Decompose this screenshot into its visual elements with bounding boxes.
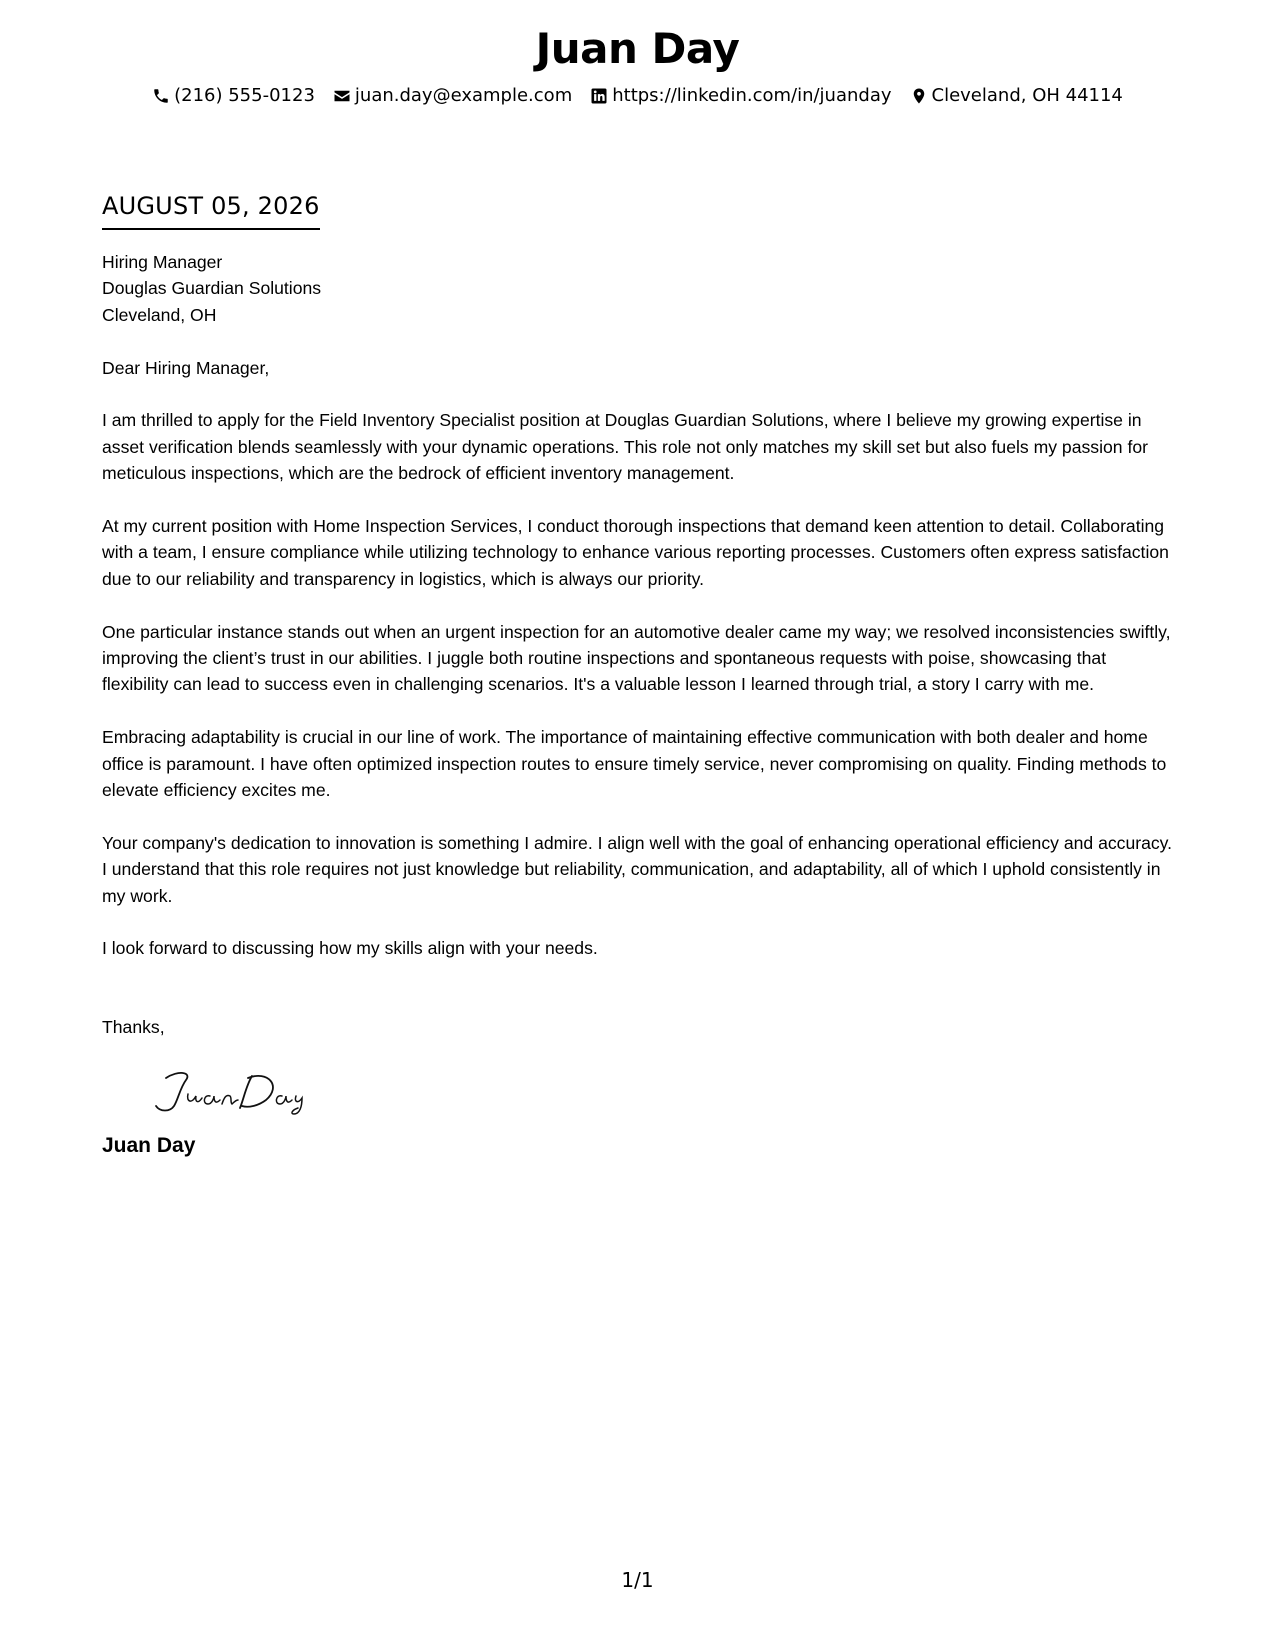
contact-phone [152,84,315,108]
letter-header [0,22,1275,108]
contact-email [333,84,572,108]
letter-body [102,249,1177,1160]
map-pin-icon [910,87,928,105]
body-paragraph: At my current position with Home Inspection Services, I conduct thorough inspections that demand keen attention to detail. Collaborating with a team, I ensure compliance while utilizing technology to enhance various reporting processes. Customers often express satisfaction due to our reliability and transparency in logistics, which is always our priority. [102,516,1169,589]
contact-bar [0,84,1275,108]
recipient-line: Douglas Guardian Solutions [102,278,322,299]
contact-location [910,84,1123,108]
email-text[interactable]: juan.day@example.com [354,85,573,106]
phone-icon [152,87,170,105]
salutation: Dear Hiring Manager, [102,357,270,378]
body-paragraph: I am thrilled to apply for the Field Inventory Specialist position at Douglas Guardian Solutions, where I believe my growing expertise in asset verification blends seamlessly with your dynamic operations. This role not only matches my skill set but also fuels my passion for meticulous inspections, which are the bedrock of efficient inventory management. [102,410,1148,484]
letter-date: AUGUST 05, 2026 [102,190,320,230]
envelope-icon [333,87,351,105]
signer-name: Juan Day [102,1134,196,1158]
recipient-line: Cleveland, OH [102,304,217,325]
signature-image [148,1066,318,1118]
handwritten-signature [148,1066,1177,1118]
body-paragraph: Embracing adaptability is crucial in our line of work. The importance of maintaining effective communication with both dealer and home office is paramount. I have often optimized inspection routes to ensure timely service, never compromising on quality. Finding methods to elevate efficiency excites me. [102,727,1167,801]
location-text: Cleveland, OH 44114 [931,85,1123,106]
recipient-block [102,249,1177,328]
linkedin-text[interactable]: https://linkedin.com/in/juanday [612,85,892,106]
linkedin-icon [590,87,608,105]
body-paragraph: One particular instance stands out when an urgent inspection for an automotive dealer came my way; we resolved inconsistencies swiftly, improving the client’s trust in our abilities. I juggle both routine inspections and spontaneous requests with poise, showcasing that flexibility can lead to success even in challenging scenarios. It's a valuable lesson I learned through trial, a story I carry with me. [102,621,1171,695]
body-paragraph: I look forward to discussing how my skills align with your needs. [102,938,598,959]
closing: Thanks, [102,1016,165,1037]
contact-linkedin [590,84,891,108]
body-paragraph: Your company's dedication to innovation is something I admire. I align well with the goal of enhancing operational efficiency and accuracy. I understand that this role requires not just knowledge but reliability, communication, and adaptability, all of which I uphold consistently in my work. [102,832,1173,906]
phone-text[interactable]: (216) 555-0123 [174,85,315,106]
recipient-line: Hiring Manager [102,252,223,272]
page-number: 1/1 [621,1568,654,1592]
applicant-name: Juan Day [535,24,740,73]
